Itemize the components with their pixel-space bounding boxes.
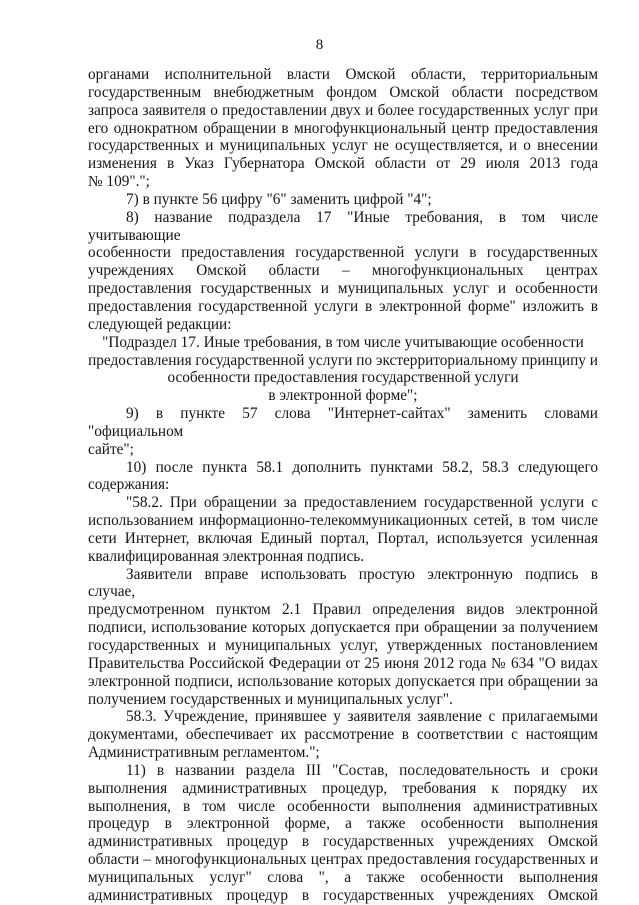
text-line: предоставления государственной услуги по экстерриториальному принципу и	[88, 351, 598, 369]
document-body	[88, 66, 598, 905]
text-line: следующей редакции:	[88, 315, 232, 333]
text-line: административных процедур в государственных учреждениях Омской	[88, 886, 598, 904]
text-line: выполнения, в том числе особенности выполнения административных	[88, 797, 598, 815]
text-line: особенности предоставления государственной услуги в государственных	[88, 244, 598, 262]
text-line: выполнения административных процедур, требования к порядку их	[88, 779, 598, 797]
text-line: содержания:	[88, 476, 170, 494]
page-number: 8	[315, 37, 324, 53]
text-line: документами, обеспечивает их рассмотрение в соответствии с настоящим	[88, 726, 598, 744]
text-line: процедур в электронной форме, а также особенности выполнения	[88, 815, 598, 833]
text-line: изменения в Указ Губернатора Омской области от 29 июля 2013 года	[88, 155, 598, 173]
text-line: муниципальных услуг" слова ", а также особенности выполнения	[88, 868, 598, 886]
text-line: запроса заявителя о предоставлении двух и более государственных услуг при	[88, 101, 598, 119]
text-line: Заявители вправе использовать простую электронную подпись в случае,	[88, 565, 598, 601]
text-line: государственных и муниципальных услуг, утвержденных постановлением	[88, 637, 598, 654]
text-line: 10) после пункта 58.1 дополнить пунктами 58.2, 58.3 следующего	[126, 458, 598, 476]
text-line: Административным регламентом.";	[88, 744, 320, 762]
text-line: подписи, использование которых допускается при обращении за получением	[88, 619, 598, 637]
text-line: электронной подписи, использование которых допускается при обращении за	[88, 672, 598, 690]
text-line: особенности предоставления государственной услуги	[167, 369, 519, 387]
text-line: его однократном обращении в многофункциональный центр предоставления	[88, 119, 598, 137]
text-line: 11) в названии раздела III "Состав, последовательность и сроки	[126, 761, 598, 779]
text-line: квалифицированная электронная подпись.	[88, 547, 365, 565]
text-line: 8) название подраздела 17 "Иные требования, в том числе учитывающие	[88, 208, 598, 244]
text-line: использованием информационно-телекоммуникационных сетей, в том числе	[88, 512, 598, 530]
text-line: Правительства Российской Федерации от 25 июня 2012 года № 634 "О видах	[88, 654, 598, 672]
text-line: "58.2. При обращении за предоставлением государственной услуги с	[126, 494, 598, 512]
text-line: государственных и муниципальных услуг не осуществляется, и о внесении	[88, 137, 598, 155]
text-line: получением государственных и муниципальных услуг".	[88, 690, 453, 708]
text-line: сети Интернет, включая Единый портал, Портал, используется усиленная	[88, 529, 598, 547]
text-line: № 109".";	[88, 173, 150, 191]
text-line: государственным внебюджетным фондом Омской области посредством	[88, 83, 598, 101]
text-line: 58.3. Учреждение, принявшее у заявителя заявление с прилагаемыми	[126, 708, 598, 726]
text-line: предоставления государственных и муниципальных услуг и особенности	[88, 280, 598, 298]
text-line: области – многофункциональных центрах предоставления государственных и	[88, 851, 598, 869]
text-line: "Подраздел 17. Иные требования, в том числе учитывающие особенности	[102, 333, 584, 351]
text-line: сайте";	[88, 440, 134, 458]
text-line: учреждениях Омской области – многофункциональных центрах	[88, 262, 598, 280]
text-line: предоставления государственной услуги в электронной форме" изложить в	[88, 297, 598, 315]
text-line: 9) в пункте 57 слова "Интернет-сайтах" заменить словами "официальном	[88, 405, 598, 440]
text-line: органами исполнительной власти Омской области, территориальным	[88, 66, 598, 83]
text-line: административных процедур в государственных учреждениях Омской	[88, 833, 598, 851]
text-line: 7) в пункте 56 цифру "6" заменить цифрой "4";	[126, 190, 432, 208]
text-line: в электронной форме";	[268, 387, 418, 405]
text-line: предусмотренном пунктом 2.1 Правил определения видов электронной	[88, 601, 598, 619]
